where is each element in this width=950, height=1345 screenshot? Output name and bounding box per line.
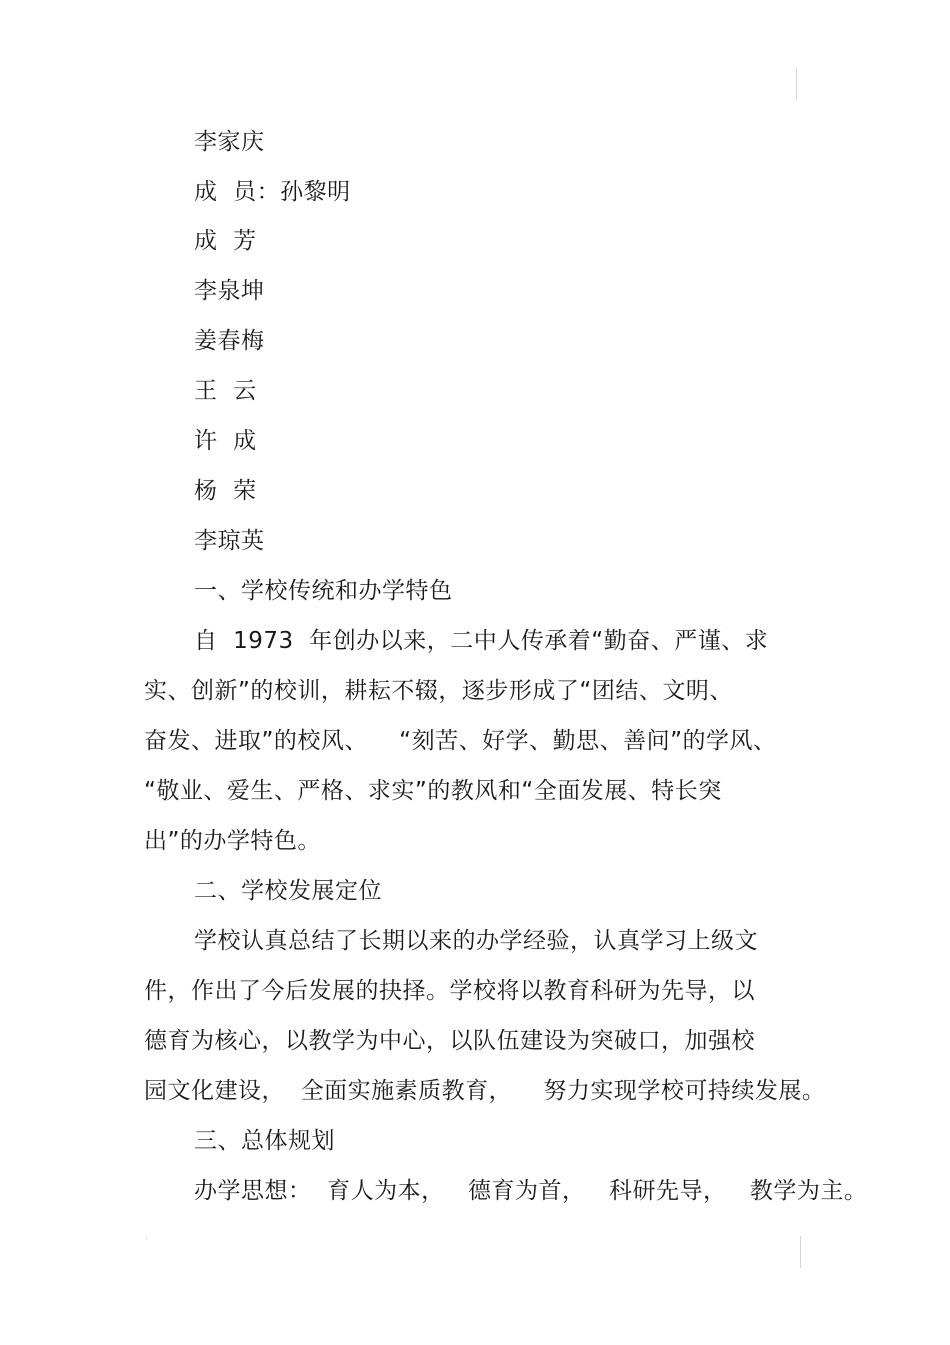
- paragraph-line: 奋发、进取”的校风、 “刻苦、好学、勤思、善问”的学风、: [144, 728, 777, 754]
- paragraph-line: 出”的办学特色。: [144, 828, 321, 854]
- section-heading: 二、学校发展定位: [194, 878, 382, 904]
- section-heading: 一、学校传统和办学特色: [194, 578, 453, 604]
- paragraph-line: 德育为核心，以教学为中心，以队伍建设为突破口，加强校: [144, 1028, 755, 1054]
- page-corner-mark: [796, 68, 797, 100]
- name-line: 李泉坤: [194, 278, 265, 304]
- paragraph-line: 学校认真总结了长期以来的办学经验，认真学习上级文: [194, 928, 758, 954]
- name-line: 李家庆: [194, 129, 265, 155]
- section-heading: 三、总体规划: [194, 1128, 335, 1154]
- page-corner-mark: [800, 1236, 801, 1268]
- name-line: 姜春梅: [194, 328, 265, 354]
- members-label-line: 成 员：孙黎明: [194, 179, 351, 205]
- paragraph-line: 园文化建设， 全面实施素质教育， 努力实现学校可持续发展。: [144, 1078, 826, 1104]
- paragraph-line: 件，作出了今后发展的抉择。学校将以教育科研为先导，以: [144, 978, 755, 1004]
- page-corner-mark: [146, 1236, 147, 1240]
- name-line: 许 成: [194, 428, 257, 454]
- name-line: 杨 荣: [194, 478, 257, 504]
- paragraph-line: “敬业、爱生、严格、求实”的教风和“全面发展、特长突: [144, 778, 722, 804]
- name-line: 王 云: [194, 378, 257, 404]
- paragraph-line: 办学思想： 育人为本， 德育为首， 科研先导， 教学为主。: [194, 1178, 868, 1204]
- paragraph-line: 实、创新”的校训，耕耘不辍，逐步形成了“团结、文明、: [144, 678, 733, 704]
- paragraph-line: 自 1973 年创办以来，二中人传承着“勤奋、严谨、求: [194, 628, 769, 654]
- name-line: 李琼英: [194, 528, 265, 554]
- name-line: 成 芳: [194, 228, 257, 254]
